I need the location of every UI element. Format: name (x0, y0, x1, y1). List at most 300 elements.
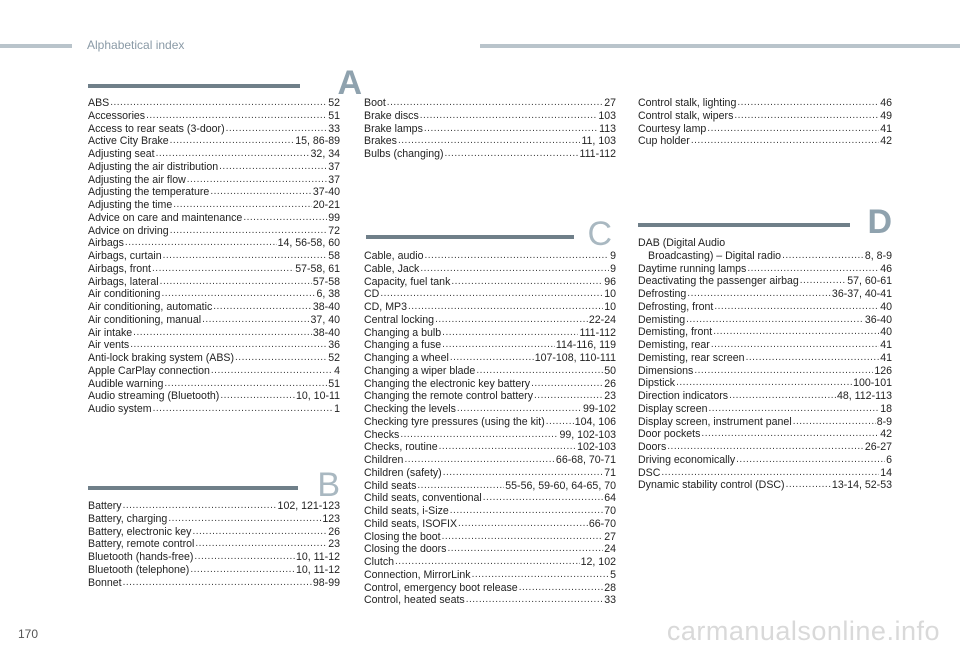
index-entry (364, 301, 616, 314)
index-entry (638, 441, 892, 454)
index-entry-title: Children (safety) (364, 466, 442, 479)
index-entry-pages: 14, 56-58, 60 (277, 237, 340, 250)
index-entry (88, 513, 340, 526)
dot-leader (458, 518, 588, 531)
index-entry (364, 314, 616, 327)
dot-leader (153, 403, 334, 416)
index-entry-title: Demisting, front (638, 326, 713, 339)
index-entry-title: Cup holder (638, 135, 690, 148)
section-d-rule (638, 223, 850, 227)
index-entry-pages: 51 (328, 377, 340, 390)
index-entry (364, 250, 616, 263)
index-entry-pages: 100-101 (853, 377, 892, 390)
index-entry-title: Adjusting the air distribution (88, 160, 219, 173)
dot-leader (686, 314, 864, 327)
index-entry-title: Checking tyre pressures (using the kit) (364, 415, 545, 428)
section-d-header (638, 199, 892, 239)
dot-leader (398, 135, 580, 148)
index-entry-title: Changing a wiper blade (364, 364, 476, 377)
dot-leader (424, 123, 598, 136)
index-entry-title: Direction indicators (638, 390, 729, 402)
dot-leader (123, 577, 312, 590)
index-entry-title: Checks (364, 428, 400, 441)
dot-leader (192, 526, 327, 539)
index-entry (364, 505, 616, 518)
section-a-header (88, 60, 362, 100)
index-entry (88, 148, 340, 161)
index-entry-title: Adjusting seat (88, 148, 155, 160)
dot-leader (472, 569, 610, 582)
index-entry-pages: 50 (604, 364, 616, 377)
index-entry (88, 526, 340, 539)
index-entry-title: Central locking (364, 313, 435, 326)
index-entry (364, 135, 616, 148)
dot-leader (435, 314, 588, 327)
dot-leader (447, 543, 603, 556)
index-entry (88, 390, 340, 403)
index-entry-title: Air intake (88, 326, 133, 339)
index-entry-title: DAB (Digital Audio (638, 237, 726, 249)
dot-leader (661, 467, 879, 480)
index-entry-title: Doors (638, 441, 667, 453)
index-entry (364, 148, 616, 161)
section-d-list (638, 237, 892, 492)
index-entry (638, 263, 892, 276)
index-entry (364, 403, 616, 416)
dot-leader (746, 352, 880, 365)
index-entry-pages: 104, 106 (574, 415, 616, 428)
index-entry-pages: 55-56, 59-60, 64-65, 70 (505, 479, 616, 492)
index-entry-title: Battery, charging (88, 512, 168, 525)
index-entry-pages: 57-58 (312, 275, 340, 288)
index-entry-title: Children (364, 454, 404, 466)
index-entry-title: Dimensions (638, 364, 694, 377)
index-entry-pages: 23 (328, 538, 340, 551)
index-entry (638, 314, 892, 327)
index-entry-pages: 14 (880, 466, 892, 479)
index-entry (364, 327, 616, 340)
index-entry (364, 594, 616, 607)
index-entry-pages: 70 (604, 505, 616, 517)
index-entry-title: Child seats, ISOFIX (364, 517, 458, 530)
index-entry-pages: 9 (610, 250, 616, 262)
index-entry-title: Brake discs (364, 109, 419, 122)
section-b-continued-list (364, 97, 616, 161)
dot-leader (476, 365, 603, 378)
dot-leader (531, 378, 603, 391)
index-entry-title: Apple CarPlay connection (88, 364, 210, 377)
index-entry (364, 416, 616, 429)
index-entry-pages: 33 (604, 594, 616, 607)
index-entry (364, 441, 616, 454)
dot-leader (210, 186, 312, 199)
index-entry-pages: 23 (604, 390, 616, 403)
index-entry-title: Child seats, i-Size (364, 505, 449, 517)
index-entry-title: Boot (364, 97, 386, 109)
index-entry (88, 365, 340, 378)
index-entry-pages: 103 (598, 109, 616, 122)
index-entry-title: Broadcasting) – Digital radio (648, 249, 782, 262)
section-c-continued-list (638, 97, 892, 148)
dot-leader (425, 250, 610, 263)
index-entry-title: Dynamic stability control (DSC) (638, 479, 785, 492)
index-entry-pages: 24 (604, 543, 616, 556)
index-entry-title: Bluetooth (telephone) (88, 563, 190, 576)
dot-leader (130, 339, 327, 352)
index-entry (88, 225, 340, 238)
index-entry-title: Changing the electronic key battery (364, 377, 531, 390)
index-entry-pages: 102-103 (577, 441, 616, 454)
index-entry (88, 250, 340, 263)
index-entry-pages: 5 (610, 568, 616, 581)
index-entry-title: Adjusting the temperature (88, 186, 210, 199)
index-entry-title: Advice on driving (88, 224, 169, 237)
index-entry (364, 429, 616, 442)
index-entry-pages: 123 (322, 512, 340, 525)
index-entry (364, 556, 616, 569)
dot-leader (442, 531, 604, 544)
index-entry-pages: 10 (604, 301, 616, 313)
page-header-title: Alphabetical index (87, 38, 185, 52)
index-entry-title: Audible warning (88, 377, 164, 390)
dot-leader (737, 97, 879, 110)
index-entry-pages: 96 (604, 275, 616, 288)
index-entry-pages: 57-58, 61 (295, 262, 340, 275)
index-entry-title: Door pockets (638, 428, 701, 441)
index-entry-title: Dipstick (638, 377, 676, 390)
index-entry-title: Air conditioning (88, 288, 161, 301)
index-entry-pages: 8, 8-9 (864, 249, 892, 262)
index-entry-title: Driving economically (638, 453, 736, 466)
index-entry-pages: 41 (880, 339, 892, 351)
index-entry (638, 135, 892, 148)
index-entry (638, 352, 892, 365)
index-entry (364, 123, 616, 136)
index-entry-title: Airbags, curtain (88, 250, 162, 262)
index-entry (364, 531, 616, 544)
dot-leader (782, 250, 864, 263)
dot-leader (133, 327, 312, 340)
dot-leader (160, 276, 312, 289)
index-entry-pages: 57, 60-61 (847, 275, 892, 288)
dot-leader (235, 352, 327, 365)
index-entry-title: Bonnet (88, 576, 122, 589)
index-entry-pages: 26 (604, 377, 616, 390)
index-entry-pages: 26-27 (864, 441, 892, 453)
index-entry-title: ABS (88, 97, 110, 109)
index-entry-pages: 36 (328, 339, 340, 352)
index-entry (88, 352, 340, 365)
index-entry (364, 110, 616, 123)
index-entry-title: DSC (638, 466, 661, 479)
dot-leader (442, 327, 578, 340)
dot-leader (190, 564, 295, 577)
dot-leader (243, 212, 327, 225)
dot-leader (466, 594, 604, 607)
index-entry-pages: 6, 38 (316, 288, 340, 301)
dot-leader (211, 365, 333, 378)
section-b-header (88, 462, 340, 502)
index-entry (638, 428, 892, 441)
index-entry-title: Checking the levels (364, 403, 456, 415)
dot-leader (152, 263, 294, 276)
dot-leader (786, 479, 831, 492)
dot-leader (457, 403, 582, 416)
index-entry-title: Changing a wheel (364, 352, 449, 364)
index-entry-title: Changing a bulb (364, 326, 442, 339)
index-entry (88, 327, 340, 340)
index-entry-pages: 26 (328, 525, 340, 538)
index-entry-title: Capacity, fuel tank (364, 275, 451, 288)
index-entry (88, 551, 340, 564)
dot-leader (202, 314, 309, 327)
index-entry (364, 454, 616, 467)
index-entry-pages: 99-102 (583, 403, 616, 415)
dot-leader (800, 275, 846, 288)
section-d-letter: D (867, 203, 892, 241)
dot-leader (194, 551, 295, 564)
index-entry-pages: 36-40 (864, 313, 892, 326)
index-entry (88, 110, 340, 123)
index-entry-title: Battery, remote control (88, 538, 195, 551)
index-entry-pages: 6 (886, 453, 892, 466)
index-entry-pages: 40 (880, 326, 892, 339)
dot-leader (667, 441, 864, 454)
index-entry-pages: 42 (880, 135, 892, 148)
dot-leader (691, 135, 879, 148)
index-entry-title: Bluetooth (hands-free) (88, 551, 194, 563)
index-entry (638, 365, 892, 378)
section-b-rule (88, 486, 298, 490)
index-entry-title: Defrosting, front (638, 300, 714, 313)
index-entry (364, 518, 616, 531)
index-entry-pages: 12, 102 (580, 556, 616, 568)
dot-leader (714, 301, 879, 314)
dot-leader (123, 500, 277, 513)
dot-leader (187, 174, 327, 187)
index-entry (638, 97, 892, 110)
index-entry-pages: 37-40 (312, 186, 340, 199)
dot-leader (676, 377, 852, 390)
section-c-rule (366, 235, 574, 239)
dot-leader (694, 365, 873, 378)
index-entry-title: Adjusting the time (88, 199, 173, 211)
index-entry-pages: 114-116, 119 (555, 339, 616, 352)
index-entry-pages: 41 (880, 122, 892, 135)
index-entry (638, 403, 892, 416)
index-entry-title: Clutch (364, 556, 395, 568)
index-entry-title: Closing the doors (364, 543, 447, 556)
page-number: 170 (18, 627, 39, 641)
index-entry-pages: 37 (328, 173, 340, 186)
index-entry-title: Checks, routine (364, 441, 438, 454)
dot-leader (387, 97, 603, 110)
index-entry-title: Bulbs (changing) (364, 148, 444, 160)
index-entry-pages: 9 (610, 262, 616, 275)
index-entry-pages: 33 (328, 122, 340, 135)
index-entry (88, 403, 340, 416)
index-entry-title: Audio streaming (Bluetooth) (88, 390, 220, 403)
index-entry (364, 263, 616, 276)
index-entry (364, 352, 616, 365)
index-entry-pages: 99, 102-103 (559, 428, 616, 441)
index-entry-title: Adjusting the air flow (88, 173, 186, 186)
index-entry-pages: 102, 121-123 (277, 500, 340, 512)
index-entry-pages: 37 (328, 160, 340, 173)
dot-leader (708, 403, 879, 416)
index-entry-title: Battery, electronic key (88, 525, 192, 538)
dot-leader (170, 135, 295, 148)
section-b-letter: B (317, 466, 340, 504)
index-entry-title: Demisting, rear screen (638, 351, 745, 364)
index-entry (88, 161, 340, 174)
index-entry-title: Airbags (88, 237, 124, 250)
index-entry-title: Display screen (638, 402, 708, 415)
dot-leader (404, 454, 554, 467)
index-entry-pages: 13-14, 52-53 (831, 479, 892, 492)
dot-leader (156, 148, 310, 161)
index-entry-pages: 72 (328, 224, 340, 237)
index-entry-title: Air vents (88, 339, 130, 352)
index-entry-title: Child seats, conventional (364, 492, 482, 505)
dot-leader (173, 199, 312, 212)
index-entry-title: Control, heated seats (364, 594, 465, 607)
index-entry-title: Air conditioning, manual (88, 313, 202, 326)
index-entry-pages: 32, 34 (310, 148, 340, 160)
index-entry (364, 492, 616, 505)
index-entry-title: Air conditioning, automatic (88, 301, 213, 313)
header-rule-right (480, 44, 960, 48)
dot-leader (451, 276, 603, 289)
index-entry-pages: 18 (880, 402, 892, 415)
index-entry-pages: 52 (328, 352, 340, 364)
index-entry (88, 237, 340, 250)
index-entry-pages: 36-37, 40-41 (831, 288, 892, 300)
dot-leader (713, 326, 879, 339)
dot-leader (793, 416, 876, 429)
index-entry-pages: 98-99 (312, 576, 340, 589)
index-entry-pages: 4 (334, 364, 340, 377)
index-entry-title: Airbags, front (88, 262, 152, 275)
index-entry-pages: 10, 11-12 (296, 563, 340, 576)
index-entry (88, 378, 340, 391)
index-entry-pages: 38-40 (312, 326, 340, 339)
index-entry (638, 275, 892, 288)
index-entry (88, 186, 340, 199)
index-entry (88, 263, 340, 276)
index-entry-title: Brakes (364, 135, 397, 148)
index-entry-pages: 27 (604, 97, 616, 109)
dot-leader (161, 288, 315, 301)
index-entry (638, 288, 892, 301)
index-entry-pages: 51 (328, 109, 340, 122)
dot-leader (450, 505, 603, 518)
index-entry (364, 480, 616, 493)
index-entry-title: CD (364, 288, 380, 301)
index-entry (88, 564, 340, 577)
index-entry (88, 314, 340, 327)
dot-leader (380, 288, 603, 301)
index-entry-pages: 20-21 (312, 199, 340, 211)
index-entry (88, 276, 340, 289)
index-entry (88, 212, 340, 225)
index-entry-pages: 52 (328, 97, 340, 109)
index-entry (638, 416, 892, 429)
index-entry (638, 326, 892, 339)
index-entry-title: Courtesy lamp (638, 122, 707, 135)
dot-leader (163, 250, 328, 263)
dot-leader (420, 263, 609, 276)
index-entry-pages: 11, 103 (581, 135, 616, 148)
dot-leader (219, 161, 327, 174)
index-entry (88, 301, 340, 314)
dot-leader (442, 339, 555, 352)
index-entry-title: Control stalk, lighting (638, 97, 737, 109)
index-entry-pages: 48, 112-113 (837, 390, 892, 402)
index-entry-pages: 10, 10-11 (296, 390, 340, 403)
index-entry-pages: 111-112 (579, 326, 616, 339)
index-entry-title: Daytime running lamps (638, 262, 747, 275)
index-entry (638, 479, 892, 492)
index-entry-pages: 37, 40 (310, 313, 340, 326)
index-entry (88, 97, 340, 110)
index-entry (88, 288, 340, 301)
index-entry (364, 543, 616, 556)
section-c-letter: C (587, 215, 612, 253)
index-entry (88, 500, 340, 513)
dot-leader (729, 390, 836, 403)
index-entry-title: Control, emergency boot release (364, 581, 518, 594)
dot-leader (164, 378, 327, 391)
index-entry-title: Anti-lock braking system (ABS) (88, 352, 235, 364)
dot-leader (707, 123, 879, 136)
index-entry-pages: 38-40 (312, 301, 340, 313)
dot-leader (226, 123, 328, 136)
index-entry-pages: 42 (880, 428, 892, 441)
dot-leader (220, 390, 295, 403)
index-entry-title: Cable, audio (364, 250, 424, 262)
dot-leader (125, 237, 277, 250)
index-entry-title: Control stalk, wipers (638, 109, 734, 122)
index-entry-title: Display screen, instrument panel (638, 415, 792, 428)
index-entry (638, 339, 892, 352)
index-entry (638, 454, 892, 467)
index-entry-pages: 49 (880, 109, 892, 122)
index-entry (364, 97, 616, 110)
index-entry-title: Demisting (638, 313, 686, 326)
index-entry-title: CD, MP3 (364, 301, 407, 313)
dot-leader (443, 467, 603, 480)
index-entry-pages: 15, 86-89 (295, 135, 340, 148)
index-entry-title: Audio system (88, 403, 152, 415)
index-entry (638, 377, 892, 390)
index-entry-pages: 10, 11-12 (296, 551, 340, 563)
index-entry (88, 339, 340, 352)
section-a-letter: A (337, 64, 362, 102)
dot-leader (483, 492, 603, 505)
watermark: carmanualsonline.info (666, 616, 940, 646)
index-entry-title: Accessories (88, 109, 146, 122)
dot-leader (195, 538, 327, 551)
index-entry (364, 365, 616, 378)
dot-leader (701, 428, 879, 441)
index-entry (88, 135, 340, 148)
index-entry-continuation (638, 250, 892, 263)
dot-leader (420, 110, 598, 123)
index-entry-pages: 8-9 (876, 415, 892, 428)
index-entry-title: Brake lamps (364, 122, 423, 135)
section-c-header (366, 211, 612, 251)
